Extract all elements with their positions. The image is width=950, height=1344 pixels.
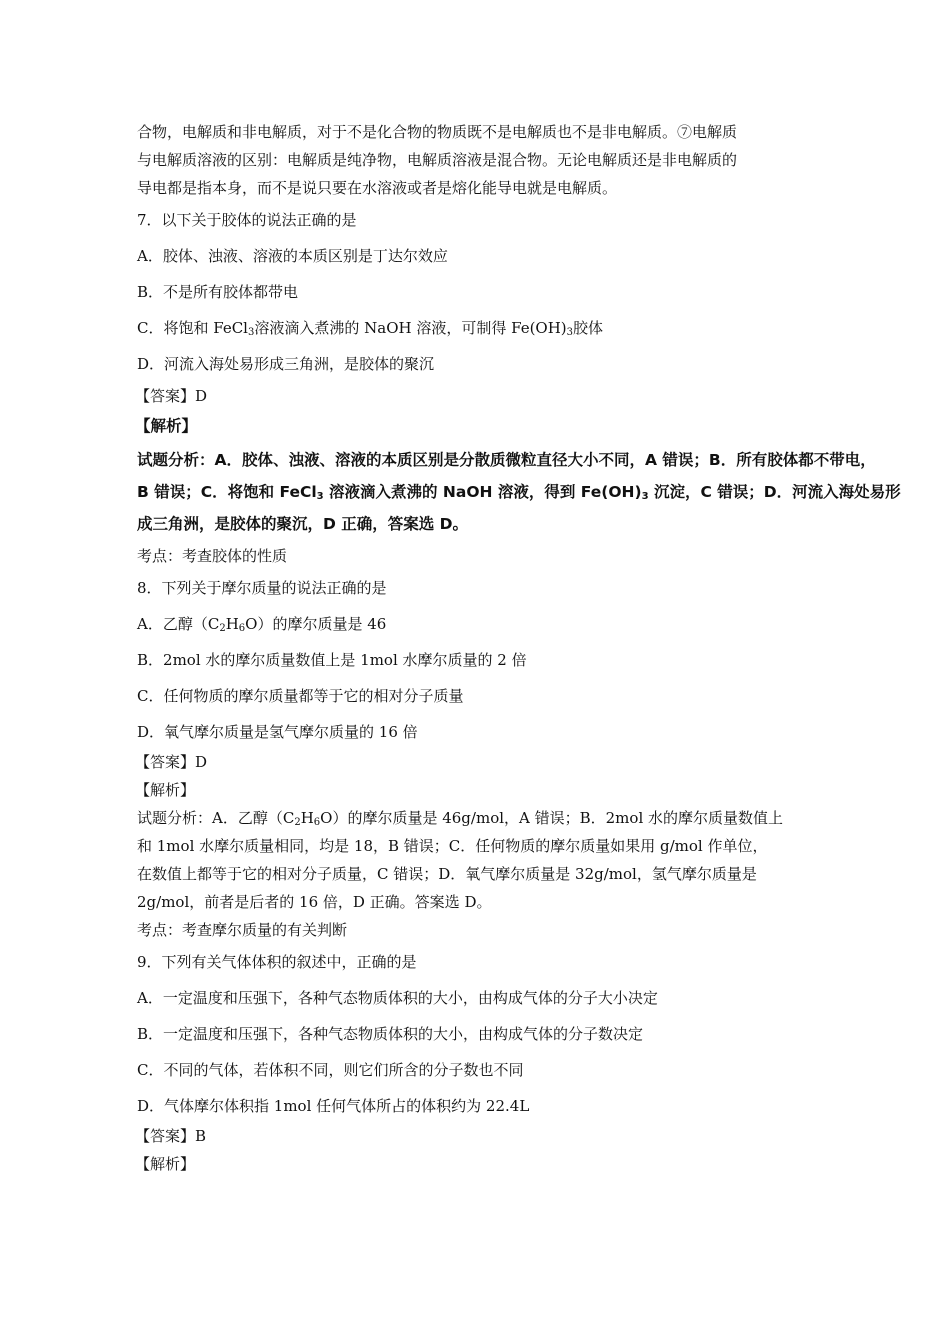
question-8-analysis: 2g/mol，前者是后者的 16 倍，D 正确。答案选 D。 [137,893,492,911]
question-8-option-c: C．任何物质的摩尔质量都等于它的相对分子质量 [137,687,464,705]
question-9-answer: 【答案】B [135,1127,207,1145]
question-8-option-a: A．乙醇$(C_2H_6O)$的摩尔质量是 46 [137,615,387,634]
question-8-analysis: 在数值上都等于它的相对分子质量，C 错误；D．氧气摩尔质量是 32g/mol，氢气摩尔质量是 [137,865,757,883]
question-8-option-d: D．氧气摩尔质量是氢气摩尔质量的 16 倍 [137,723,418,741]
question-8-topic: 考点：考查摩尔质量的有关判断 [137,921,348,939]
question-7-option-b: B．不是所有胶体都带电 [137,283,299,301]
question-8-answer: 【答案】D [135,753,208,771]
text-line: 合物，电解质和非电解质，对于不是化合物的物质既不是电解质也不是非电解质。⑦电解质 [137,123,738,141]
text-line: 与电解质溶液的区别：电解质是纯净物，电解质溶液是混合物。无论电解质还是非电解质的 [137,151,738,169]
question-7-analysis-heading: 【解析】 [135,417,198,435]
question-7-answer: 【答案】D [135,387,208,405]
question-9-option-d: D．气体摩尔体积指 1mol 任何气体所占的体积约为 22.4L [137,1097,530,1115]
question-7-analysis: 试题分析：A．胶体、浊液、溶液的本质区别是分散质微粒直径大小不同，A 错误；B．所有胶体都不带电， [137,451,876,469]
question-7-stem: 7．以下关于胶体的说法正确的是 [137,211,357,229]
question-7-analysis: B 错误；C．将饱和 FeCl$_3$ 溶液滴入煮沸的 NaOH 溶液，得到 $Fe(OH)_3$ 沉淀，C 错误；D．河流入海处易形 [137,483,901,502]
question-8-option-b: B．2mol 水的摩尔质量数值上是 1mol 水摩尔质量的 2 倍 [137,651,527,669]
question-8-analysis: 和 1mol 水摩尔质量相同，均是 18，B 错误；C．任何物质的摩尔质量如果用 g/mol 作单位， [137,837,768,855]
question-8-analysis: 试题分析：A．乙醇$(C_2H_6O)$的摩尔质量是 46g/mol，A 错误；B．2mol 水的摩尔质量数值上 [137,809,784,828]
question-8-stem: 8．下列关于摩尔质量的说法正确的是 [137,579,387,597]
question-9-stem: 9．下列有关气体体积的叙述中，正确的是 [137,953,417,971]
question-8-analysis-heading: 【解析】 [135,781,196,799]
question-7-topic: 考点：考查胶体的性质 [137,547,288,565]
text-line: 导电都是指本身，而不是说只要在水溶液或者是熔化能导电就是电解质。 [137,179,618,197]
question-7-option-c: C．将饱和 FeCl$_3$溶液滴入煮沸的 NaOH 溶液，可制得 $Fe(OH)_3$胶体 [137,319,604,338]
question-7-option-a: A．胶体、浊液、溶液的本质区别是丁达尔效应 [137,247,448,265]
question-7-option-d: D．河流入海处易形成三角洲，是胶体的聚沉 [137,355,435,373]
question-9-option-c: C．不同的气体，若体积不同，则它们所含的分子数也不同 [137,1061,524,1079]
question-9-option-b: B．一定温度和压强下，各种气态物质体积的大小，由构成气体的分子数决定 [137,1025,644,1043]
question-7-analysis: 成三角洲，是胶体的聚沉，D 正确，答案选 D。 [137,515,469,533]
question-9-option-a: A．一定温度和压强下，各种气态物质体积的大小，由构成气体的分子大小决定 [137,989,658,1007]
question-9-analysis-heading: 【解析】 [135,1155,196,1173]
